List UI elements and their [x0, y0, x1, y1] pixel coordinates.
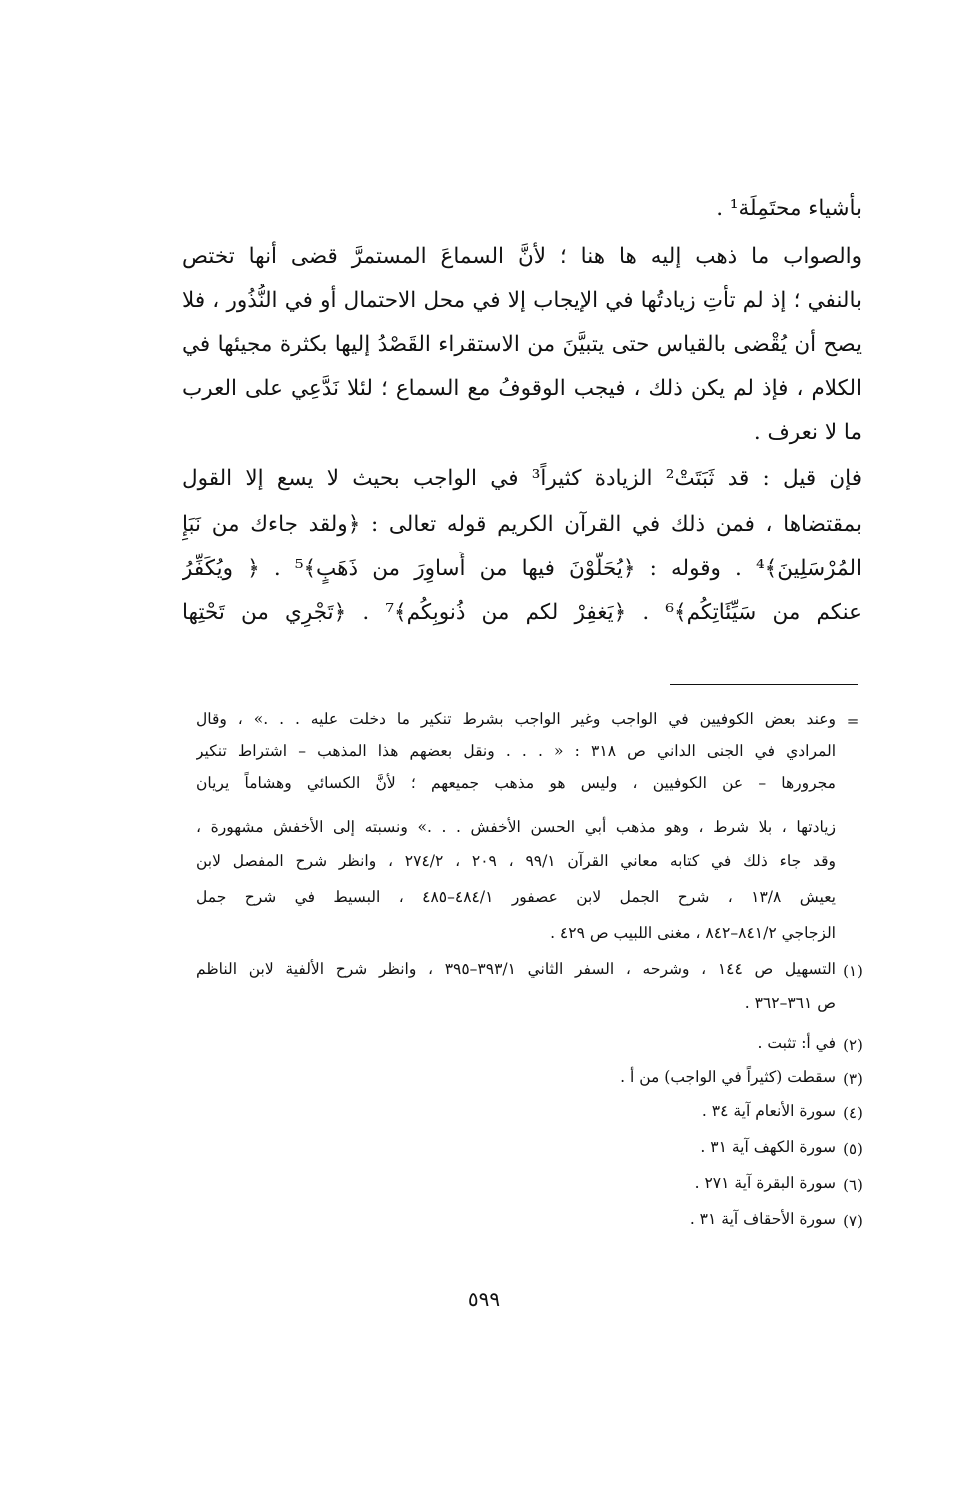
footnote-line: سقطت (كثيراً في الواجب) من أ .	[620, 1068, 836, 1086]
footnote-separator	[670, 684, 858, 685]
footnote-number: (٥)	[843, 1140, 863, 1158]
body-line: ما لا نعرف .	[753, 420, 862, 445]
footnote-number: (٧)	[843, 1212, 863, 1230]
body-line: بالنفي ؛ إذ لم تأتِ زيادتُها في الإيجاب إلا في محل الاحتمال أو في النُّذُور ، فلا	[182, 288, 862, 313]
footnote-line: التسهيل ص ١٤٤ ، وشرحه ، السفر الثاني ٣٩٣/١–٣٩٥ ، وانظر شرح الألفية لابن الناظم	[196, 960, 836, 978]
footnote-line: سورة الكهف آية ٣١ .	[700, 1138, 836, 1156]
body-line: بأشياء محتَمِلَة¹ .	[716, 196, 862, 221]
footnote-number: (٦)	[843, 1176, 863, 1194]
footnote-line: الزجاجي ٨٤١/٢–٨٤٢ ، مغنى اللبيب ص ٤٢٩ .	[550, 924, 836, 942]
body-line: يصح أن يُقْضى بالقياس حتى يتبيَّنَ من الاستقراء القَصْدُ إليها بكثرة مجيئها في	[182, 332, 862, 357]
footnote-continuation-mark: =	[846, 712, 860, 730]
body-line: الكلام ، فإذ لم يكن ذلك ، فيجب الوقوفُ مع السماع ؛ لئلا نَدَّعِي على العرب	[182, 376, 862, 401]
footnote-line: سورة البقرة آية ٢٧١ .	[694, 1174, 836, 1192]
body-line: والصواب ما ذهب إليه ها هنا ؛ لأنَّ السماعَ المستمرَّ قضى أنها تختص	[182, 244, 862, 269]
footnote-number: (٢)	[843, 1036, 863, 1054]
footnote-line: في أ: تثبت .	[757, 1034, 836, 1052]
footnote-number: (١)	[843, 962, 863, 980]
footnote-line: المرادي في الجنى الداني ص ٣١٨ : « . . . ونقل بعضهم هذا المذهب – اشتراط تنكير	[196, 742, 836, 760]
footnote-number: (٣)	[843, 1070, 863, 1088]
footnote-line: وعند بعض الكوفيين في الواجب وغير الواجب بشرط تنكير ما دخلت عليه . . .» ، وقال	[196, 710, 836, 728]
page-number: ٥٩٩	[467, 1287, 501, 1311]
footnote-line: وقد جاء ذلك في كتابه معاني القرآن ٩٩/١ ، ٢٠٩ ، ٢٧٤/٢ ، وانظر شرح المفصل لابن	[196, 852, 836, 870]
footnote-line: سورة الأحقاف آية ٣١ .	[689, 1210, 836, 1228]
footnote-line: يعيش ١٣/٨ ، شرح الجمل لابن عصفور ٤٨٤/١–٤٨٥ ، البسيط في شرح جمل	[196, 888, 836, 906]
footnote-line: مجرورها – عن الكوفيين ، وليس هو مذهب جميعهم ؛ لأنَّ الكسائي وهشاماً يريان	[196, 774, 836, 792]
body-line: فإن قيل : قد ثَبَتَتْ² الزيادة كثيراً³ في الواجب بحيث لا يسع إلا القول	[182, 466, 862, 491]
footnote-line: ص ٣٦١–٣٦٢ .	[744, 994, 836, 1012]
footnote-number: (٤)	[843, 1104, 863, 1122]
body-line: المُرْسَلِينَ﴾⁴ . وقوله : ﴿يُحَلَّوْنَ فيها من أَساوِرَ من ذَهَبٍ﴾⁵ . ﴿ ويُكَفِّرُ	[182, 556, 862, 581]
main-text	[182, 0, 862, 680]
body-line: عنكم من سَيِّئَاتِكُم﴾⁶ . ﴿يَغفِرْ لكم من ذُنوبِكُم﴾⁷ . ﴿تَجْرِي من تَحْتِها	[182, 600, 862, 625]
footnote-line: زيادتها ، بلا شرط ، وهو مذهب أبي الحسن الأخفش . . .» ونسبته إلى الأخفش مشهورة ،	[196, 818, 836, 836]
footnote-line: سورة الأنعام آية ٣٤ .	[701, 1102, 836, 1120]
body-line: بمقتضاها ، فمن ذلك في القرآن الكريم قوله تعالى : ﴿ولقد جاءك من نَبَإِ	[182, 512, 862, 537]
